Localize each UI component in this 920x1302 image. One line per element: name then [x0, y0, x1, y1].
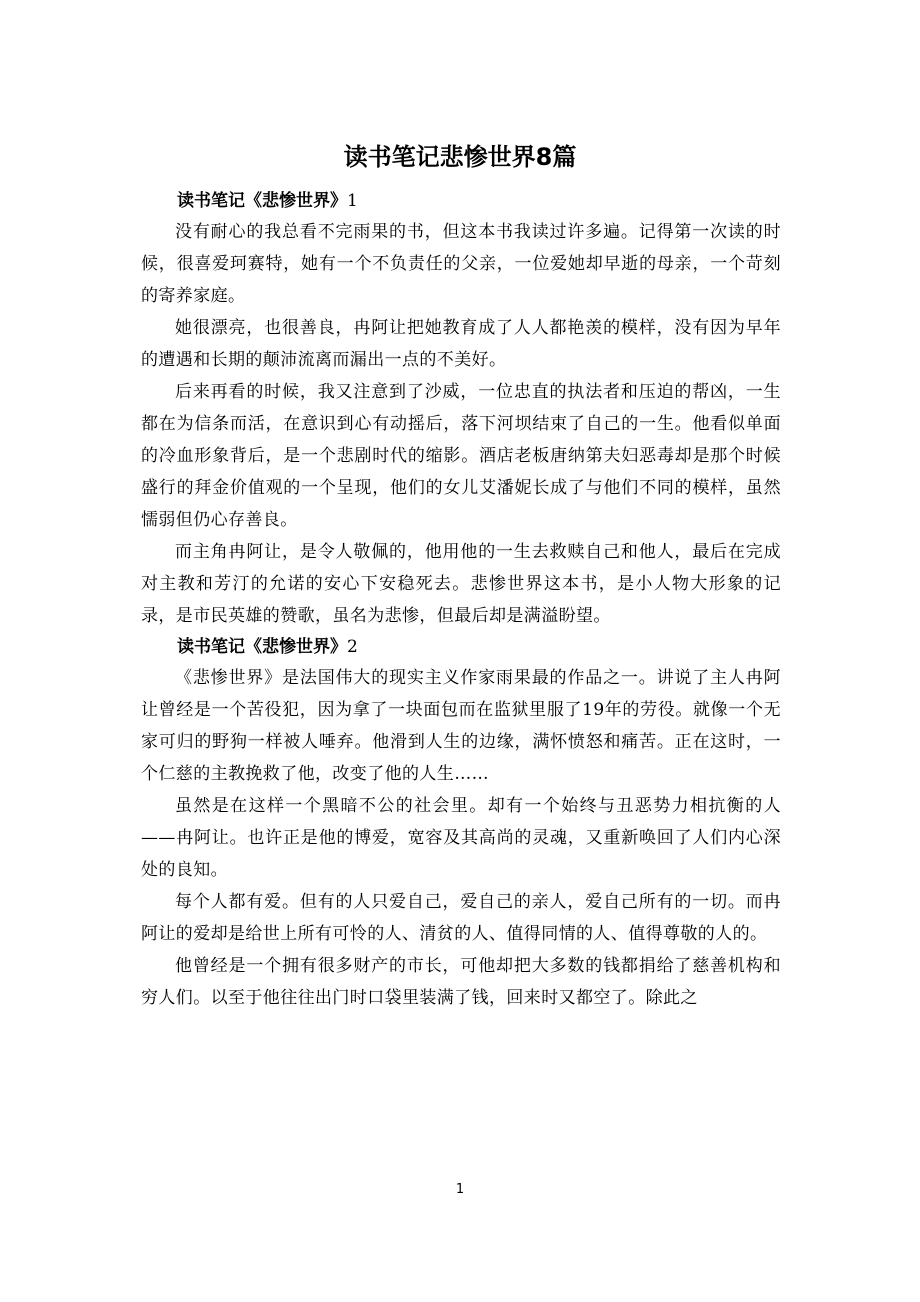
paragraph: 每个人都有爱。但有的人只爱自己，爱自己的亲人，爱自己所有的一切。而冉阿让的爱却是给世上所有可怜的人、清贫的人、值得同情的人、值得尊敬的人的。	[141, 892, 781, 944]
section-2	[141, 632, 781, 1014]
section-heading	[141, 186, 781, 216]
paragraph: 他曾经是一个拥有很多财产的市长，可他却把大多数的钱都捐给了慈善机构和穷人们。以至于他往往出门时口袋里装满了钱，回来时又都空了。除此之	[141, 956, 781, 1008]
paragraph: 后来再看的时候，我又注意到了沙威，一位忠直的执法者和压迫的帮凶，一生都在为信条而活，在意识到心有动摇后，落下河坝结束了自己的一生。他看似单面的冷血形象背后，是一个悲剧时代的缩影。酒店老板唐纳第夫妇恶毒却是那个时候盛行的拜金价值观的一个呈现，他们的女儿艾潘妮长成了与他们不同的模样，虽然懦弱但仍心存善良。	[141, 382, 781, 530]
paragraph: 她很漂亮，也很善良，冉阿让把她教育成了人人都艳羡的模样，没有因为早年的遭遇和长期的颠沛流离而漏出一点的不美好。	[141, 318, 781, 370]
section-1	[141, 186, 781, 632]
paragraph: 而主角冉阿让，是令人敬佩的，他用他的一生去救赎自己和他人，最后在完成对主教和芳汀的允诺的安心下安稳死去。悲惨世界这本书，是小人物大形象的记录，是市民英雄的赞歌，虽名为悲惨，但最后却是满溢盼望。	[141, 542, 781, 626]
paragraph: 虽然是在这样一个黑暗不公的社会里。却有一个始终与丑恶势力相抗衡的人——冉阿让。也许正是他的博爱，宽容及其高尚的灵魂，又重新唤回了人们内心深处的良知。	[141, 796, 781, 880]
section-heading-number: 2	[347, 637, 358, 657]
section-heading-text: 读书笔记《悲惨世界》	[177, 637, 347, 657]
section-heading	[141, 632, 781, 662]
document-title: 读书笔记悲惨世界8篇	[343, 143, 577, 171]
paragraph: 《悲惨世界》是法国伟大的现实主义作家雨果最的作品之一。讲说了主人冉阿让曾经是一个苦役犯，因为拿了一块面包而在监狱里服了19年的劳役。就像一个无家可归的野狗一样被人唾弃。他滑到人生的边缘，满怀愤怒和痛苦。正在这时，一个仁慈的主教挽救了他，改变了他的人生……	[141, 668, 781, 784]
section-heading-text: 读书笔记《悲惨世界》	[177, 191, 347, 211]
paragraph: 没有耐心的我总看不完雨果的书，但这本书我读过许多遍。记得第一次读的时候，很喜爱珂赛特，她有一个不负责任的父亲，一位爱她却早逝的母亲，一个苛刻的寄养家庭。	[141, 222, 781, 306]
document-body	[141, 186, 781, 1014]
section-heading-number: 1	[347, 191, 358, 211]
page-number: 1	[455, 1182, 465, 1197]
